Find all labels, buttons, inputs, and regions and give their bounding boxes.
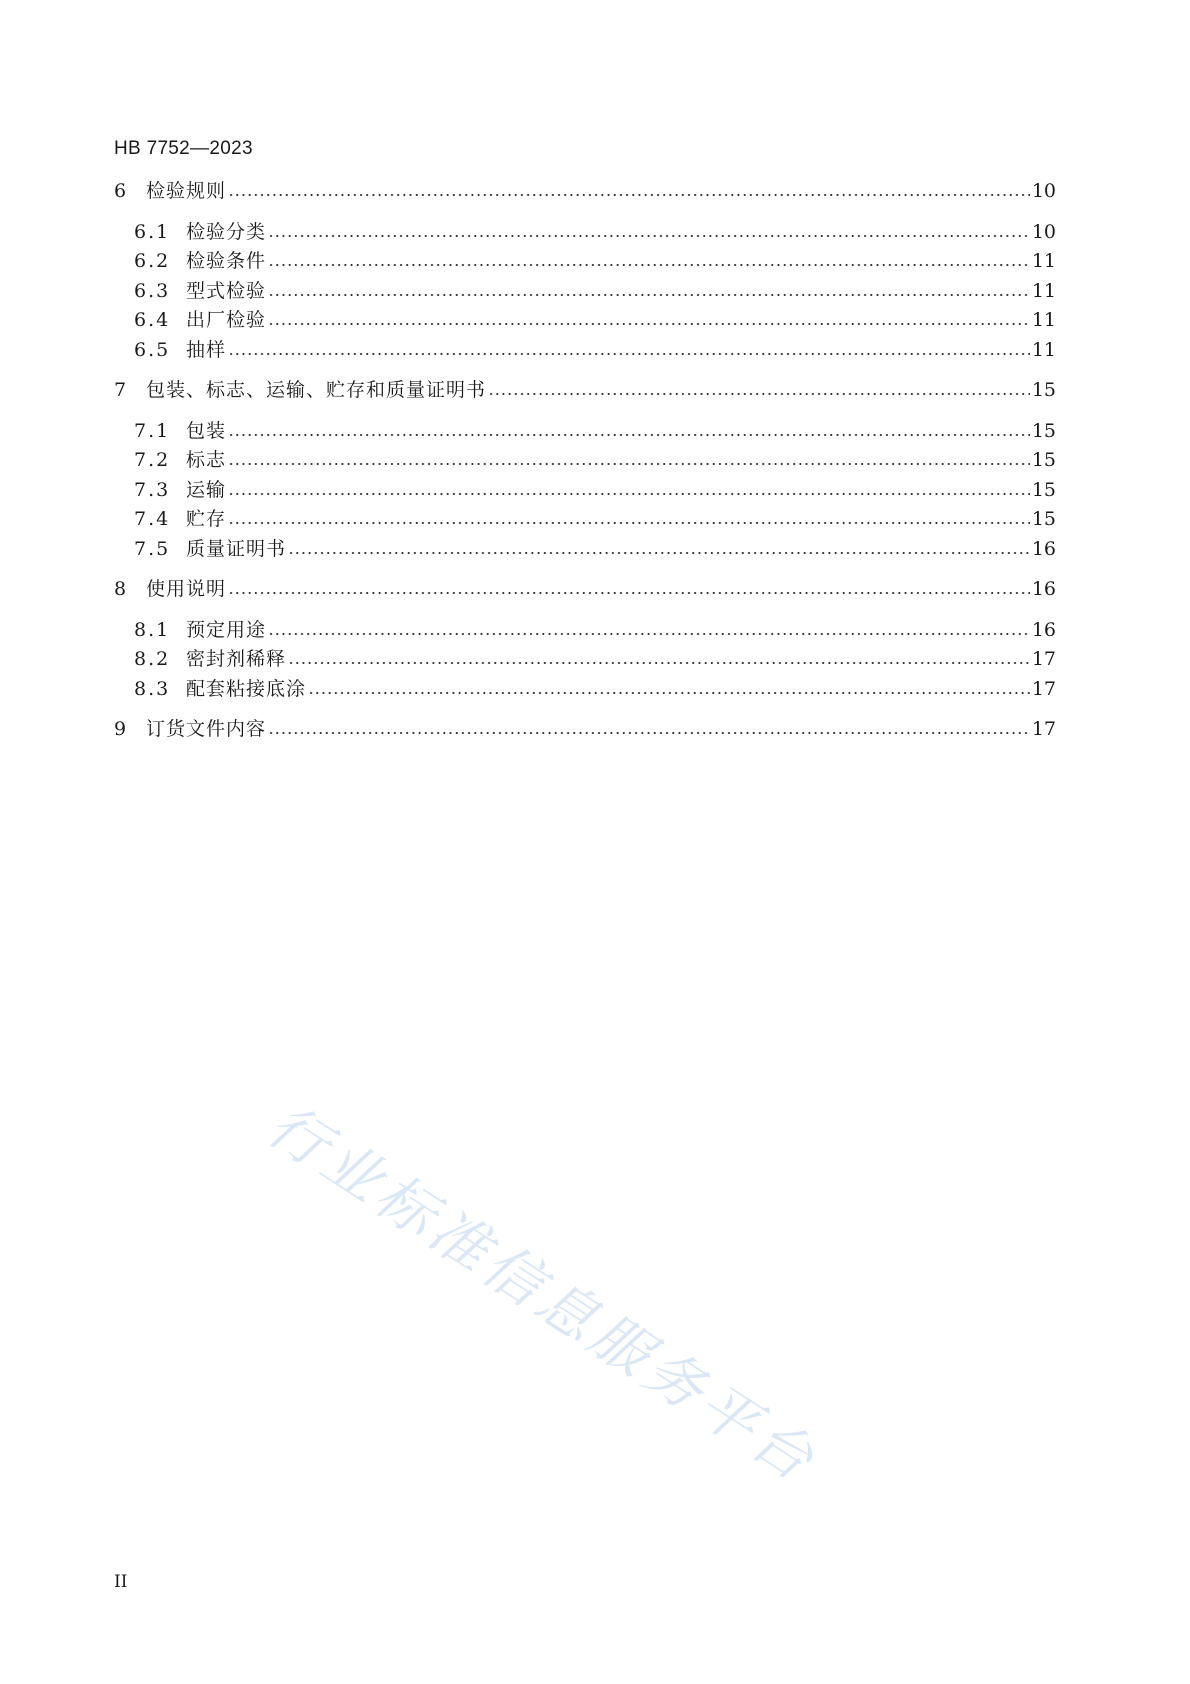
toc-entry-page: 15 [1031,420,1056,442]
toc-entry-number: 6 [114,180,127,202]
toc-entry-page: 10 [1031,221,1056,243]
toc-entry[interactable] [114,716,1056,742]
toc-entry-number: 7.3 [134,479,171,501]
toc-entry[interactable] [134,646,1056,672]
toc-entry[interactable] [134,447,1056,473]
toc-entry[interactable] [134,418,1056,444]
toc-entry-title: 出厂检验 [186,309,267,331]
toc-entry-number: 6.4 [134,309,171,331]
toc-entry-page: 17 [1031,718,1056,740]
toc-entry-number: 8.1 [134,619,171,641]
toc-entry-number: 9 [114,718,127,740]
toc-entry-page: 11 [1031,309,1056,331]
dot-leader [488,393,1030,395]
toc-entry-number: 6.1 [134,221,171,243]
toc-entry[interactable] [134,617,1056,643]
toc-entry-title: 检验规则 [146,180,227,202]
toc-entry-number: 8.3 [134,678,171,700]
toc-entry-page: 15 [1031,479,1056,501]
toc-entry-page: 15 [1031,449,1056,471]
toc-entry-number: 8 [114,578,127,600]
dot-leader [228,493,1030,495]
toc-entry[interactable] [134,506,1056,532]
toc-entry-title: 运输 [186,479,227,501]
dot-leader [288,552,1030,554]
toc-entry-title: 包装 [186,420,227,442]
dot-leader [228,194,1030,196]
toc-entry[interactable] [114,377,1056,403]
toc-entry[interactable] [134,278,1056,304]
toc-entry-page: 11 [1031,280,1056,302]
toc-entry-number: 8.2 [134,648,171,670]
toc-entry[interactable] [134,248,1056,274]
toc-entry-title: 订货文件内容 [146,718,267,740]
dot-leader [268,633,1030,635]
toc-entry-page: 16 [1031,619,1056,641]
toc-entry-title: 配套粘接底涂 [186,678,307,700]
toc-entry[interactable] [114,178,1056,204]
dot-leader [228,434,1030,436]
toc-entry-page: 10 [1031,180,1056,202]
toc-entry-title: 使用说明 [146,578,227,600]
dot-leader [228,463,1030,465]
toc-entry-title: 检验条件 [186,250,267,272]
toc-entry-page: 16 [1031,578,1056,600]
toc-entry-page: 17 [1031,648,1056,670]
toc-entry-page: 15 [1031,379,1056,401]
toc-entry-title: 预定用途 [186,619,267,641]
toc-entry[interactable] [134,676,1056,702]
toc-entry-title: 密封剂稀释 [186,648,287,670]
dot-leader [288,662,1030,664]
toc-entry-number: 7.1 [134,420,171,442]
toc-entry-page: 11 [1031,250,1056,272]
toc-entry-page: 15 [1031,508,1056,530]
watermark: 行业标准信息服务平台 [255,1090,830,1497]
toc-entry-number: 6.3 [134,280,171,302]
toc-entry-number: 7.5 [134,538,171,560]
toc-entry[interactable] [134,477,1056,503]
dot-leader [268,264,1030,266]
toc-entry-title: 贮存 [186,508,227,530]
dot-leader [268,732,1030,734]
toc-entry-title: 型式检验 [186,280,267,302]
toc-entry-number: 7.4 [134,508,171,530]
toc-entry-title: 检验分类 [186,221,267,243]
toc-entry[interactable] [114,576,1056,602]
dot-leader [228,353,1030,355]
toc-entry-number: 6.5 [134,339,171,361]
dot-leader [268,294,1030,296]
toc-entry-title: 质量证明书 [186,538,287,560]
toc-entry-title: 抽样 [186,339,227,361]
toc-entry-title: 包装、标志、运输、贮存和质量证明书 [146,379,487,401]
dot-leader [228,592,1030,594]
toc-entry-title: 标志 [186,449,227,471]
toc-entry[interactable] [134,536,1056,562]
toc-entry-page: 11 [1031,339,1056,361]
toc-entry-number: 7.2 [134,449,171,471]
document-code: HB 7752—2023 [114,138,253,159]
dot-leader [268,323,1030,325]
toc-entry-page: 16 [1031,538,1056,560]
toc-entry[interactable] [134,219,1056,245]
toc-entry-number: 7 [114,379,127,401]
toc-entry[interactable] [134,337,1056,363]
page-number: II [114,1572,128,1592]
toc-entry-number: 6.2 [134,250,171,272]
dot-leader [268,235,1030,237]
toc-entry[interactable] [134,307,1056,333]
toc-entry-page: 17 [1031,678,1056,700]
dot-leader [308,692,1030,694]
dot-leader [228,522,1030,524]
